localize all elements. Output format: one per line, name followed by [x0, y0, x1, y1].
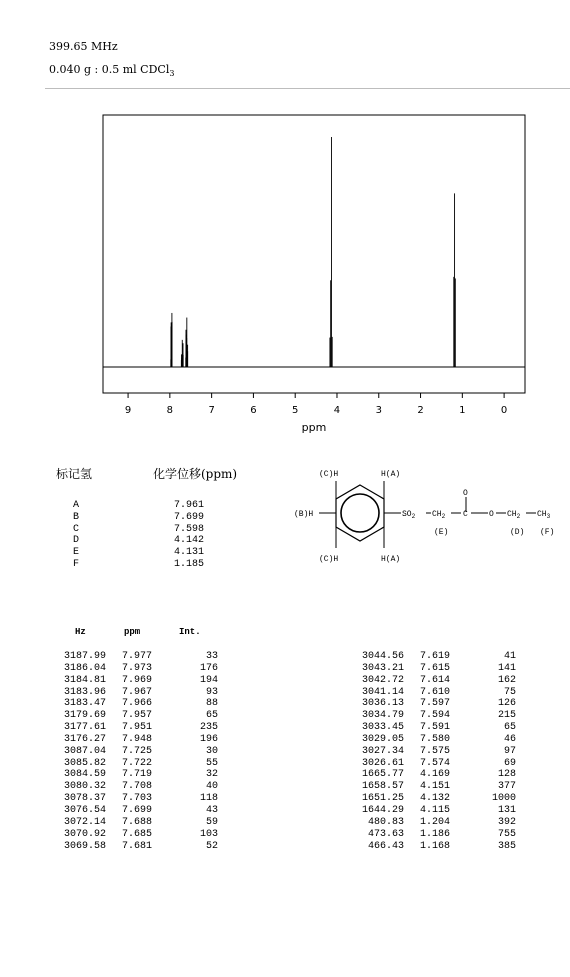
so2-subscript: 2 — [411, 513, 416, 520]
peak-ppm: 4.132 — [419, 793, 450, 805]
peak-row — [54, 793, 224, 805]
assignment-header-label: 标记氢 — [56, 467, 93, 481]
assignment-label: B — [73, 511, 80, 523]
peak-ppm: 7.699 — [121, 804, 152, 816]
spectrometer-frequency: 399.65 MHz — [49, 40, 118, 53]
peak-row — [352, 829, 522, 841]
peak-hz: 473.63 — [367, 828, 404, 840]
peak-ppm: 7.977 — [121, 651, 152, 662]
assignment-label: E — [73, 547, 80, 559]
peak-row — [54, 710, 224, 722]
peak-int: 194 — [199, 674, 218, 686]
peak-hz: 3034.79 — [361, 710, 404, 722]
peak-int: 40 — [205, 781, 218, 793]
peak-int: 215 — [497, 710, 516, 722]
x-tick-label-6: 3 — [375, 405, 382, 416]
peak-int: 93 — [205, 686, 218, 698]
peak-hz: 3078.37 — [63, 793, 106, 805]
peak-ppm: 7.719 — [121, 769, 152, 781]
peak-int: 377 — [497, 781, 516, 793]
label-d: (D) — [510, 528, 525, 537]
x-tick-label-4: 5 — [292, 405, 299, 416]
peak-ppm: 7.722 — [121, 757, 152, 769]
peak-ppm: 7.574 — [419, 757, 450, 769]
peak-ppm: 7.708 — [121, 781, 152, 793]
peak-row — [352, 746, 522, 758]
peak-int: 103 — [199, 828, 218, 840]
peak-int: 69 — [503, 757, 516, 769]
peak-ppm: 7.594 — [419, 710, 450, 722]
assignment-shift: 4.142 — [174, 535, 205, 547]
peak-ppm: 7.580 — [419, 733, 450, 745]
h-c-bottom: (C)H — [319, 555, 339, 564]
x-tick-label-0: 9 — [124, 405, 132, 416]
peak-hz: 1665.77 — [361, 769, 404, 781]
peak-hz: 3176.27 — [63, 733, 106, 745]
assignment-shift: 7.598 — [174, 523, 205, 535]
peak-int: 75 — [503, 686, 516, 698]
peak-hz: 3029.05 — [361, 733, 404, 745]
peak-ppm: 7.969 — [121, 674, 152, 686]
x-tick-label-2: 7 — [208, 405, 215, 416]
x-axis-label: ppm — [301, 421, 327, 434]
peak-ppm: 1.168 — [419, 840, 450, 852]
peak-row — [54, 829, 224, 841]
peak-row — [54, 651, 224, 663]
peak-ppm: 7.685 — [121, 828, 152, 840]
peak-hz: 3183.96 — [63, 686, 106, 698]
peak-header-hz: Hz — [75, 627, 86, 637]
peak-ppm: 7.619 — [419, 651, 450, 662]
so2-group — [402, 510, 416, 520]
peak-hz: 3186.04 — [63, 662, 106, 674]
assignment-label: F — [73, 559, 80, 570]
peak-hz: 3043.21 — [361, 662, 404, 674]
h-a-bottom: H(A) — [381, 555, 401, 564]
peak-ppm: 7.957 — [121, 710, 152, 722]
peak-ppm: 7.951 — [121, 722, 152, 734]
peak-hz: 3087.04 — [63, 745, 106, 757]
peak-ppm: 7.614 — [419, 674, 450, 686]
so2-text: SO — [402, 510, 412, 519]
peak-int: 1000 — [491, 793, 516, 805]
peak-int: 176 — [199, 662, 218, 674]
peak-int: 46 — [503, 733, 516, 745]
assignment-shift: 7.699 — [174, 511, 205, 523]
peak-hz: 3036.13 — [361, 698, 404, 710]
x-tick-label-5: 4 — [333, 405, 341, 416]
peak-hz: 3041.14 — [361, 686, 404, 698]
peak-ppm: 7.948 — [121, 733, 152, 745]
peak-hz: 3027.34 — [361, 745, 404, 757]
peak-int: 32 — [205, 769, 218, 781]
carbonyl-oxygen: O — [463, 489, 468, 498]
x-tick-label-7: 2 — [417, 405, 424, 416]
peak-int: 128 — [497, 769, 516, 781]
peak-ppm: 7.973 — [121, 662, 152, 674]
assignment-shift: 1.185 — [174, 559, 205, 570]
peak-row — [352, 734, 522, 746]
peak-hz: 1644.29 — [361, 804, 404, 816]
peak-int: 59 — [205, 816, 218, 828]
peak-row — [352, 758, 522, 770]
ester-oxygen: O — [489, 510, 494, 519]
peak-row — [54, 663, 224, 675]
assignment-label: C — [73, 523, 80, 535]
peak-row — [54, 769, 224, 781]
peak-row — [352, 663, 522, 675]
assignment-shift: 7.961 — [174, 500, 205, 511]
h-b: (B)H — [294, 510, 314, 519]
ch3-subscript: 3 — [546, 513, 551, 520]
peak-ppm: 7.615 — [419, 662, 450, 674]
x-tick-label-9: 0 — [500, 405, 508, 416]
peak-row — [352, 698, 522, 710]
peak-hz: 3085.82 — [63, 757, 106, 769]
peak-int: 755 — [497, 828, 516, 840]
peak-int: 41 — [503, 651, 516, 662]
peak-hz: 3084.59 — [63, 769, 106, 781]
label-e: (E) — [434, 528, 449, 537]
peak-ppm: 7.681 — [121, 840, 152, 852]
peak-row — [352, 710, 522, 722]
peak-row — [54, 722, 224, 734]
peak-int: 392 — [497, 816, 516, 828]
peak-hz: 1658.57 — [361, 781, 404, 793]
peak-ppm: 7.591 — [419, 722, 450, 734]
peak-ppm: 4.115 — [419, 804, 450, 816]
ester-carbon: C — [463, 510, 468, 519]
peak-int: 65 — [205, 710, 218, 722]
peak-row — [352, 781, 522, 793]
sample-text: 0.040 g : 0.5 ml CDCl — [49, 63, 170, 76]
peak-hz: 3183.47 — [63, 698, 106, 710]
benzene-aromatic-circle — [341, 494, 379, 532]
peak-hz: 3184.81 — [63, 674, 106, 686]
peak-hz: 3033.45 — [361, 722, 404, 734]
peak-row — [352, 722, 522, 734]
peak-ppm: 4.151 — [419, 781, 450, 793]
peak-row — [54, 805, 224, 817]
peak-hz: 3187.99 — [63, 651, 106, 662]
peak-ppm: 7.967 — [121, 686, 152, 698]
peak-row — [54, 758, 224, 770]
peak-row — [352, 805, 522, 817]
peak-hz: 3070.92 — [63, 828, 106, 840]
peak-hz: 480.83 — [367, 816, 404, 828]
label-f: (F) — [540, 528, 555, 537]
assignment-label: D — [73, 535, 80, 547]
peak-header-ppm: ppm — [124, 627, 141, 637]
h-a-top: H(A) — [381, 470, 401, 479]
assignment-label: A — [73, 500, 80, 511]
peak-ppm: 4.169 — [419, 769, 450, 781]
peak-int: 52 — [205, 840, 218, 852]
peak-ppm: 1.186 — [419, 828, 450, 840]
peak-hz: 1651.25 — [361, 793, 404, 805]
peak-row — [352, 675, 522, 687]
peak-row — [352, 687, 522, 699]
peak-row — [352, 651, 522, 663]
peak-int: 65 — [503, 722, 516, 734]
peak-ppm: 7.688 — [121, 816, 152, 828]
ch3-ethyl — [537, 510, 551, 520]
peak-row — [54, 734, 224, 746]
h-c-top: (C)H — [319, 470, 339, 479]
peak-ppm: 1.204 — [419, 816, 450, 828]
ch2-ethyl-subscript: 2 — [516, 513, 521, 520]
peak-int: 235 — [199, 722, 218, 734]
peak-int: 88 — [205, 698, 218, 710]
ch3-text: CH — [537, 510, 547, 519]
peak-int: 131 — [497, 804, 516, 816]
ch2-sulfonyl — [432, 510, 446, 520]
peak-header-int: Int. — [179, 627, 201, 637]
ch2-subscript: 2 — [441, 513, 446, 520]
peak-ppm: 7.966 — [121, 698, 152, 710]
peak-hz: 3026.61 — [361, 757, 404, 769]
peak-row — [352, 769, 522, 781]
peak-list-right — [352, 651, 522, 852]
peak-int: 55 — [205, 757, 218, 769]
peak-ppm: 7.575 — [419, 745, 450, 757]
peak-hz: 3080.32 — [63, 781, 106, 793]
peak-row — [54, 817, 224, 829]
peak-row — [54, 687, 224, 699]
peak-row — [54, 746, 224, 758]
peak-ppm: 7.703 — [121, 793, 152, 805]
peak-int: 118 — [199, 793, 218, 805]
peak-hz: 3044.56 — [361, 651, 404, 662]
peak-int: 126 — [497, 698, 516, 710]
peak-int: 196 — [199, 733, 218, 745]
peak-int: 141 — [497, 662, 516, 674]
peak-int: 162 — [497, 674, 516, 686]
peak-list-left — [54, 651, 224, 852]
ch2-text: CH — [432, 510, 442, 519]
peak-int: 43 — [205, 804, 218, 816]
peak-row — [54, 698, 224, 710]
peak-row — [54, 841, 224, 853]
peak-int: 97 — [503, 745, 516, 757]
x-tick-label-1: 8 — [166, 405, 174, 416]
peak-hz: 3069.58 — [63, 840, 106, 852]
sample-subscript: 3 — [169, 69, 175, 79]
peak-ppm: 7.610 — [419, 686, 450, 698]
peak-row — [54, 675, 224, 687]
assignment-header-shift: 化学位移(ppm) — [153, 467, 238, 481]
peak-int: 30 — [205, 745, 218, 757]
peak-hz: 3076.54 — [63, 804, 106, 816]
peak-row — [352, 817, 522, 829]
peak-int: 385 — [497, 840, 516, 852]
peak-hz: 3072.14 — [63, 816, 106, 828]
ch2-ethyl — [507, 510, 521, 520]
peak-hz: 466.43 — [367, 840, 404, 852]
peak-ppm: 7.725 — [121, 745, 152, 757]
peak-ppm: 7.597 — [419, 698, 450, 710]
assignment-shift: 4.131 — [174, 547, 205, 559]
x-tick-label-8: 1 — [459, 405, 466, 416]
peak-row — [352, 793, 522, 805]
ch2-ethyl-text: CH — [507, 510, 517, 519]
peak-hz: 3179.69 — [63, 710, 106, 722]
peak-row — [352, 841, 522, 853]
x-tick-label-3: 6 — [250, 405, 257, 416]
peak-hz: 3042.72 — [361, 674, 404, 686]
peak-int: 33 — [205, 651, 218, 662]
peak-hz: 3177.61 — [63, 722, 106, 734]
peak-row — [54, 781, 224, 793]
